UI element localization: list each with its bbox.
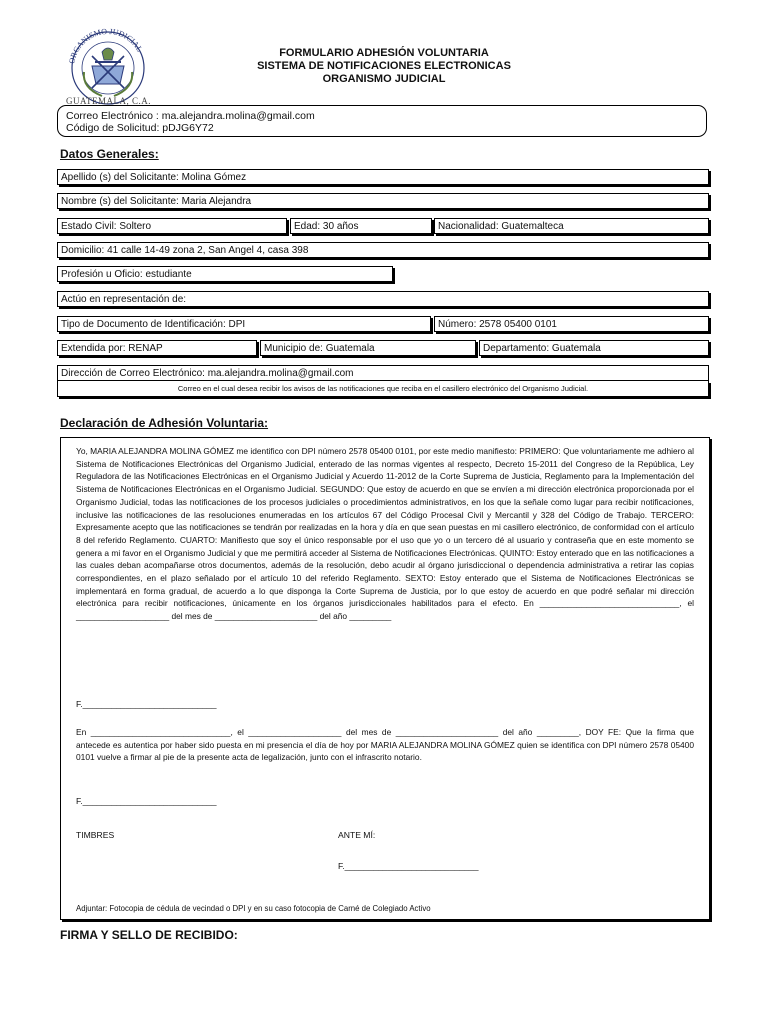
municipio-field: Municipio de: Guatemala (260, 340, 476, 356)
form-title: FORMULARIO ADHESIÓN VOLUNTARIA (279, 47, 489, 59)
tipo-documento-field: Tipo de Documento de Identificación: DPI (57, 316, 431, 332)
acta-legalizacion: En ______________________________, el ____________________ del mes de ______________________ del año _________, DOY FE: Que la firma que antecede es autentica por haber sido puesta en mi presencia el día de hoy por MARIA ALEJANDRA MOLINA GÓMEZ quien se identifica con DPI número 2578 05400 0101 vuelve a firmar al pie de la presente acta de legalización, junto con el infrascrito notario. (76, 727, 694, 763)
declaracion-title: Declaración de Adhesión Voluntaria: (60, 416, 269, 430)
timbres-label: TIMBRES (76, 830, 115, 840)
nombres-field: Nombre (s) del Solicitante: Maria Alejandra (57, 193, 709, 209)
domicilio-field: Domicilio: 41 calle 14-49 zona 2, San Angel 4, casa 398 (57, 242, 709, 258)
organismo-judicial-seal (62, 22, 154, 106)
departamento-field: Departamento: Guatemala (479, 340, 709, 356)
form-subtitle: SISTEMA DE NOTIFICACIONES ELECTRONICAS (257, 60, 511, 72)
seal-text: ORGANISMO JUDICIAL (67, 26, 145, 65)
firma-notario: F.____________________________ (338, 861, 479, 871)
adjuntar-note: Adjuntar: Fotocopia de cédula de vecindad o DPI y en su caso fotocopia de Carné de Colegiado Activo (76, 904, 431, 913)
request-code: Código de Solicitud: pDJG6Y72 (66, 122, 214, 134)
apellidos-field: Apellido (s) del Solicitante: Molina Gómez (57, 169, 709, 185)
extendida-field: Extendida por: RENAP (57, 340, 257, 356)
seal-caption: GUATEMALA, C.A. (66, 96, 151, 106)
firma-solicitante: F.____________________________ (76, 699, 217, 709)
estado-civil-field: Estado Civil: Soltero (57, 218, 287, 234)
firma-legalizacion: F.____________________________ (76, 796, 217, 806)
request-email: Correo Electrónico : ma.alejandra.molina@gmail.com (66, 110, 315, 122)
form-header (200, 47, 568, 86)
declaracion-body: Yo, MARIA ALEJANDRA MOLINA GÓMEZ me identifico con DPI número 2578 05400 0101, por este medio manifiesto: PRIMERO: Que voluntariamente me adhiero al Sistema de Notificaciones Electrónicas del Organismo Judicial, enterado de las normas vigentes al respecto, Decreto 15-2011 del Congreso de la República, Ley Reguladora de las Notificaciones Electrónicas en el Organismo Judicial y Acuerdo 11-2012 de la Corte Suprema de Justicia, Reglamento para la Implementación del Sistema de Notificaciones Electrónicas en el Organismo Judicial. SEGUNDO: Que estoy de acuerdo en que se envíen a mi dirección electrónica proporcionada por el Organismo Judicial, todas las notificaciones de los procesos judiciales o procedimientos administrativos, en los que la señale como lugar para recibir notificaciones, inclusive las notificaciones de las resoluciones enumeradas en los artículos 67 del Código Procesal Civil y Mercantil y 328 del Código de Trabajo. TERCERO: Expresamente acepto que las notificaciones se tendrán por realizadas en la hora y día en que sean puestas en mi casillero electrónico, de conformidad con el artículo 8 del referido Reglamento. CUARTO: Manifiesto que soy el único responsable por el uso que yo o un tercero dé al usuario y contraseña que en este momento se genera a mi favor en el Organismo Judicial y que me permitirá acceder al Sistema de Notificaciones Electrónicas. QUINTO: Estoy enterado que en las notificaciones a las cuales deban acompañarse otros documentos, además de la resolución, debo acudir al órgano jurisdiccional o dependencia administrativa a retirar las copias correspondientes, en el plazo señalado por el artículo 10 del referido Reglamento. SEXTO: Estoy enterado que el Sistema de Notificaciones Electrónicas se implementará en forma gradual, de acuerdo a lo que disponga la Corte Suprema de Justicia, por lo que estoy de acuerdo en que podré señalar mi dirección electrónica para recibir notificaciones, únicamente en los órganos jurisdiccionales habilitados para el efecto. En ______________________________, el ____________________ del mes de ______________________ del año _________ (76, 446, 694, 622)
datos-generales-title: Datos Generales: (60, 147, 159, 161)
ante-mi-label: ANTE MÍ: (338, 830, 376, 840)
profesion-field: Profesión u Oficio: estudiante (57, 266, 393, 282)
numero-documento-field: Número: 2578 05400 0101 (434, 316, 709, 332)
form-institution: ORGANISMO JUDICIAL (322, 73, 446, 85)
firma-sello-recibido: FIRMA Y SELLO DE RECIBIDO: (60, 928, 238, 942)
edad-field: Edad: 30 años (290, 218, 432, 234)
request-info-box (57, 105, 707, 137)
representacion-field: Actúo en representación de: (57, 291, 709, 307)
correo-note: Correo en el cual desea recibir los avisos de las notificaciones que reciba en el casillero electrónico del Organismo Judicial. (57, 381, 709, 397)
direccion-correo-field: Dirección de Correo Electrónico: ma.alejandra.molina@gmail.com (57, 365, 709, 381)
nacionalidad-field: Nacionalidad: Guatemalteca (434, 218, 709, 234)
